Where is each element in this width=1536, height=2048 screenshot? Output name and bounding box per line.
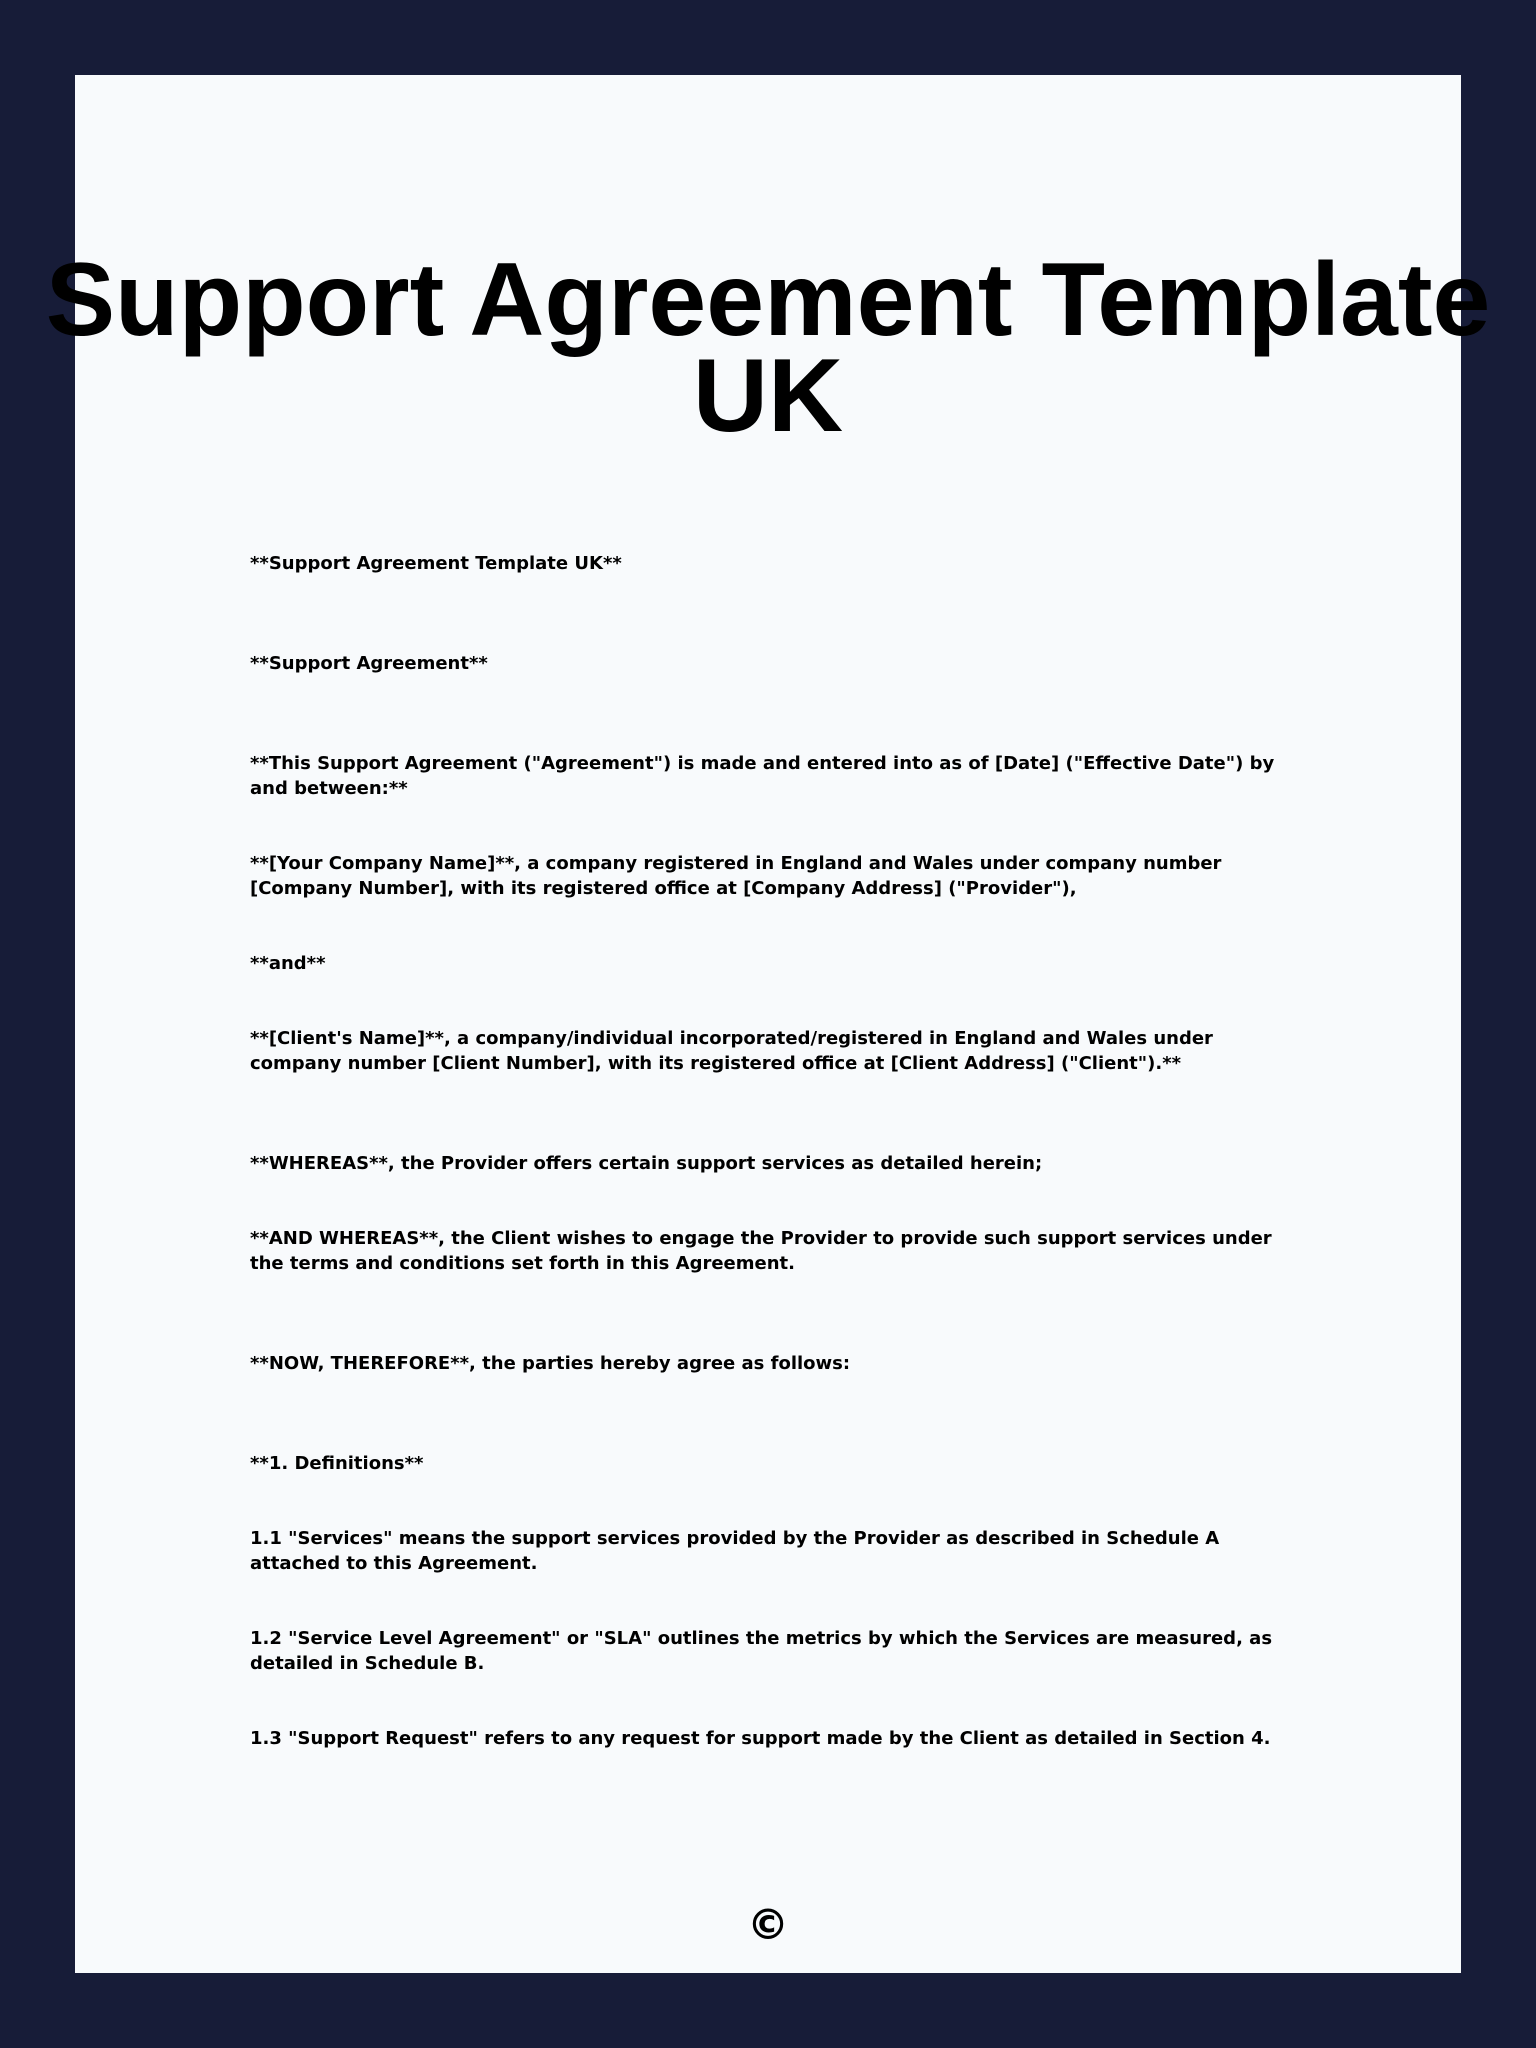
whereas-paragraph: **WHEREAS**, the Provider offers certain support services as detailed herein; (250, 1153, 1043, 1174)
section-1-heading: **1. Definitions** (250, 1453, 424, 1474)
agreement-heading: **Support Agreement** (250, 653, 488, 674)
now-therefore-paragraph: **NOW, THEREFORE**, the parties hereby agree as follows: (250, 1353, 851, 1374)
and-whereas-paragraph: **AND WHEREAS**, the Client wishes to engage the Provider to provide such support services under the terms and conditions set forth in this Agreement. (250, 1228, 1272, 1274)
document-page (45, 75, 1491, 1973)
copyright-icon: © (747, 1900, 789, 1949)
clause-1-2: 1.2 "Service Level Agreement" or "SLA" outlines the metrics by which the Services are measured, as detailed in Schedule B. (250, 1628, 1273, 1674)
clause-1-3: 1.3 "Support Request" refers to any request for support made by the Client as detailed in Section 4. (250, 1728, 1271, 1749)
page-title-line-1: Support Agreement Template (45, 242, 1491, 358)
document-heading: **Support Agreement Template UK** (250, 553, 622, 574)
page-title (0, 242, 1536, 454)
and-paragraph: **and** (250, 953, 326, 974)
client-paragraph: **[Client's Name]**, a company/individual incorporated/registered in England and Wales under company number [Client Number], with its registered office at [Client Address] ("Client").** (250, 1028, 1213, 1074)
clause-1-1: 1.1 "Services" means the support services provided by the Provider as described in Schedule A attached to this Agreement. (250, 1528, 1220, 1574)
provider-paragraph: **[Your Company Name]**, a company registered in England and Wales under company number [Company Number], with its registered office at [Company Address] ("Provider"), (250, 853, 1222, 899)
page-title-line-2: UK (692, 338, 844, 454)
preamble-paragraph: **This Support Agreement ("Agreement") is made and entered into as of [Date] ("Effective Date") by and between:** (250, 753, 1275, 799)
